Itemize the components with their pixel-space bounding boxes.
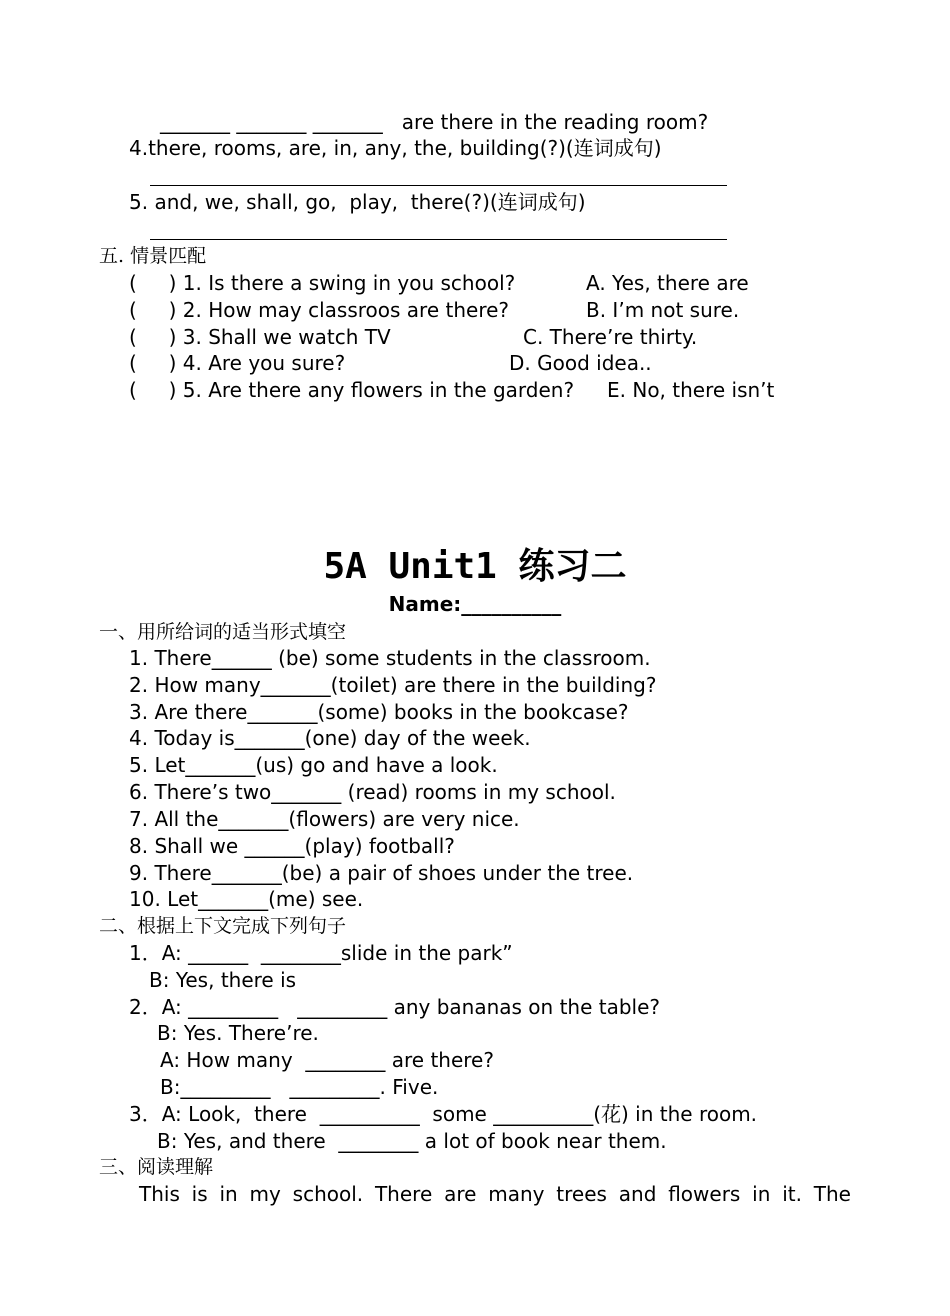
section-3-heading: 三、阅读理解: [99, 1156, 214, 1178]
fill-item-10: 10. Let_______(me) see.: [129, 887, 364, 911]
fill-item-7: 7. All the_______(flowers) are very nice.: [129, 807, 520, 831]
match-question-5: ( ) 5. Are there any flowers in the garden?: [129, 378, 575, 402]
dialog-line: B: Yes, there is: [149, 968, 297, 992]
fill-item-6: 6. There’s two_______ (read) rooms in my school.: [129, 780, 616, 804]
match-question-2: ( ) 2. How may classroos are there?: [129, 298, 510, 322]
fill-item-9: 9. There_______(be) a pair of shoes under the tree.: [129, 861, 634, 885]
fill-item-2: 2. How many_______(toilet) are there in the building?: [129, 673, 657, 697]
fill-item-3: 3. Are there_______(some) books in the bookcase?: [129, 700, 629, 724]
question-4: 4.there, rooms, are, in, any, the, building(?)(连词成句): [129, 136, 662, 160]
dialog-line: 2．A: _________ _________ any bananas on the table?: [129, 995, 661, 1019]
dialog-line: B:_________ _________. Five.: [160, 1075, 439, 1099]
match-answer-c: C. There’re thirty.: [523, 325, 698, 349]
dialog-line: B: Yes. There’re.: [157, 1021, 319, 1045]
dialog-line: A: How many ________ are there?: [160, 1048, 494, 1072]
section-2-heading: 二、根据上下文完成下列句子: [99, 915, 347, 937]
question-5: 5. and, we, shall, go, play, there(?)(连词成句): [129, 190, 586, 214]
dialog-line: B: Yes, and there ________ a lot of book near them.: [157, 1129, 667, 1153]
match-answer-a: A. Yes, there are: [586, 271, 749, 295]
match-answer-d: D. Good idea..: [509, 351, 652, 375]
match-answer-b: B. I’m not sure.: [586, 298, 740, 322]
answer-line-5: [150, 239, 727, 240]
section-1-heading: 一、用所给词的适当形式填空: [99, 621, 347, 643]
fill-item-8: 8. Shall we ______(play) football?: [129, 834, 455, 858]
name-field-label: Name:__________: [388, 592, 562, 616]
match-question-3: ( ) 3. Shall we watch TV: [129, 325, 391, 349]
page-title: 5A Unit1 练习二: [323, 546, 627, 587]
fill-item-1: 1. There______ (be) some students in the classroom.: [129, 646, 651, 670]
match-question-4: ( ) 4. Are you sure?: [129, 351, 346, 375]
dialog-line: 1．A: ______ ________slide in the park”: [129, 941, 513, 965]
match-answer-e: E. No, there isn’t: [607, 378, 775, 402]
match-question-1: ( ) 1. Is there a swing in you school?: [129, 271, 516, 295]
dialog-line: 3．A: Look, there __________ some __________(花) in the room.: [129, 1102, 758, 1126]
blank-question-line: _______ _______ _______ are there in the reading room?: [160, 110, 709, 134]
answer-line-4: [150, 185, 727, 186]
section-5-heading: 五. 情景匹配: [99, 245, 207, 267]
fill-item-4: 4. Today is_______(one) day of the week.: [129, 726, 531, 750]
reading-passage: This is in my school. There are many trees and flowers in it. The: [139, 1182, 851, 1206]
fill-item-5: 5. Let_______(us) go and have a look.: [129, 753, 498, 777]
